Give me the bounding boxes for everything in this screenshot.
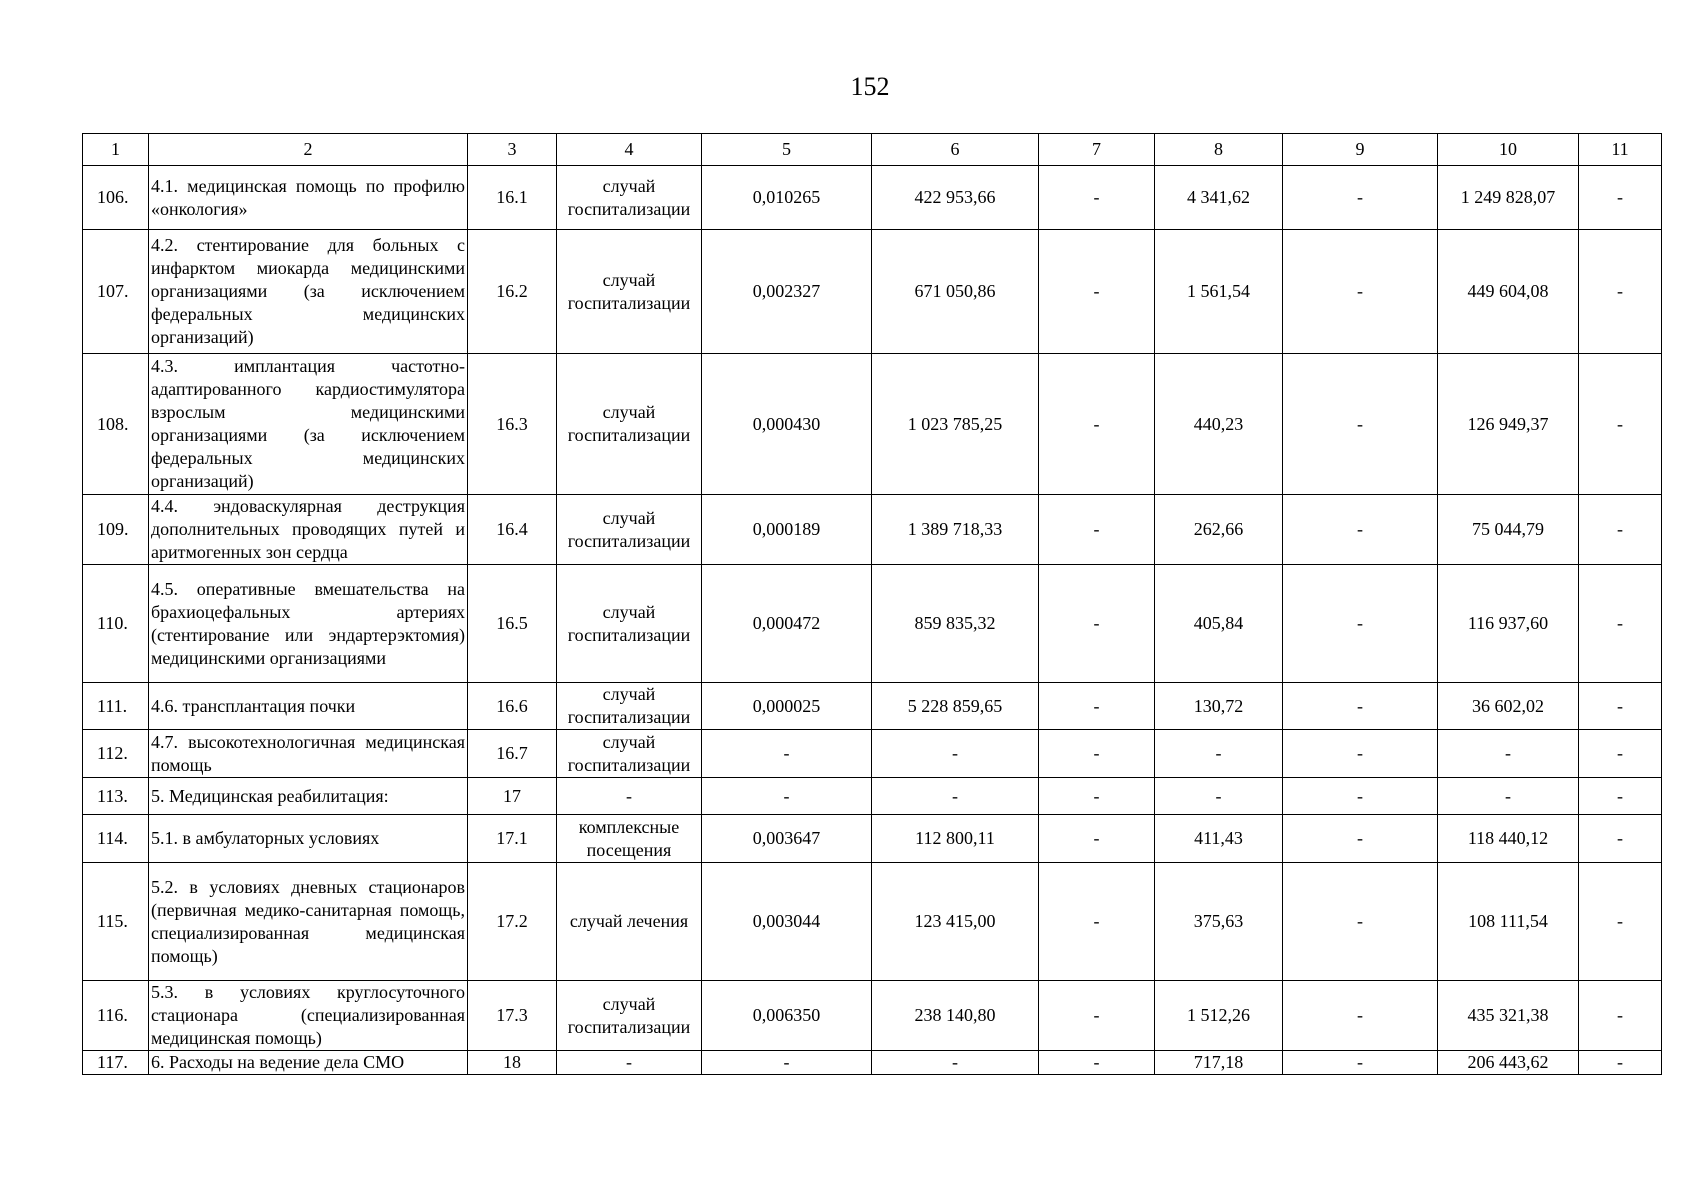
table-row [83, 230, 1662, 354]
row-number: 110. [83, 565, 149, 683]
row-name: 6. Расходы на ведение дела СМО [149, 1051, 468, 1075]
table-body [83, 134, 1662, 1075]
column-header: 4 [557, 134, 702, 166]
row-value-9: - [1283, 565, 1438, 683]
row-value-10: - [1438, 730, 1579, 778]
row-value-10: 206 443,62 [1438, 1051, 1579, 1075]
row-name: 5.2. в условиях дневных стационаров (первичная медико-санитарная помощь, специализированная медицинская помощь) [149, 863, 468, 981]
page-number: 152 [850, 72, 890, 101]
table-row [83, 495, 1662, 565]
column-header: 10 [1438, 134, 1579, 166]
row-value-6: - [872, 730, 1039, 778]
row-unit: - [557, 778, 702, 815]
column-header: 8 [1155, 134, 1283, 166]
row-value-7: - [1039, 166, 1155, 230]
row-number: 107. [83, 230, 149, 354]
row-unit: случай госпитализации [557, 230, 702, 354]
row-unit: случай госпитализации [557, 354, 702, 495]
row-value-5: 0,010265 [702, 166, 872, 230]
row-value-10: 108 111,54 [1438, 863, 1579, 981]
row-value-8: 4 341,62 [1155, 166, 1283, 230]
row-value-7: - [1039, 354, 1155, 495]
row-code: 16.1 [468, 166, 557, 230]
row-value-11: - [1579, 354, 1662, 495]
row-value-5: - [702, 730, 872, 778]
row-value-11: - [1579, 815, 1662, 863]
row-value-8: 405,84 [1155, 565, 1283, 683]
row-value-11: - [1579, 863, 1662, 981]
row-value-9: - [1283, 230, 1438, 354]
row-unit: случай госпитализации [557, 683, 702, 730]
row-value-10: 126 949,37 [1438, 354, 1579, 495]
column-header: 11 [1579, 134, 1662, 166]
row-code: 16.7 [468, 730, 557, 778]
row-value-6: 112 800,11 [872, 815, 1039, 863]
row-value-11: - [1579, 730, 1662, 778]
row-code: 17.3 [468, 981, 557, 1051]
row-value-9: - [1283, 778, 1438, 815]
column-header: 7 [1039, 134, 1155, 166]
row-value-7: - [1039, 981, 1155, 1051]
row-value-8: 411,43 [1155, 815, 1283, 863]
row-name: 5. Медицинская реабилитация: [149, 778, 468, 815]
row-value-6: - [872, 1051, 1039, 1075]
row-value-7: - [1039, 230, 1155, 354]
row-value-7: - [1039, 565, 1155, 683]
row-name: 4.7. высокотехнологичная медицинская помощь [149, 730, 468, 778]
row-name: 4.5. оперативные вмешательства на брахиоцефальных артериях (стентирование или эндартерэктомия) медицинскими организациями [149, 565, 468, 683]
row-value-6: 1 389 718,33 [872, 495, 1039, 565]
row-code: 16.2 [468, 230, 557, 354]
row-value-7: - [1039, 495, 1155, 565]
row-value-9: - [1283, 730, 1438, 778]
row-unit: случай лечения [557, 863, 702, 981]
row-value-10: - [1438, 778, 1579, 815]
row-value-5: 0,000189 [702, 495, 872, 565]
data-table [82, 133, 1662, 1075]
row-value-9: - [1283, 981, 1438, 1051]
row-value-8: - [1155, 730, 1283, 778]
row-value-10: 75 044,79 [1438, 495, 1579, 565]
column-header: 5 [702, 134, 872, 166]
row-code: 16.4 [468, 495, 557, 565]
row-unit: случай госпитализации [557, 166, 702, 230]
row-value-7: - [1039, 815, 1155, 863]
row-value-11: - [1579, 230, 1662, 354]
row-value-11: - [1579, 683, 1662, 730]
row-value-10: 1 249 828,07 [1438, 166, 1579, 230]
row-code: 16.3 [468, 354, 557, 495]
row-value-5: - [702, 1051, 872, 1075]
row-value-6: 422 953,66 [872, 166, 1039, 230]
row-name: 5.1. в амбулаторных условиях [149, 815, 468, 863]
row-value-9: - [1283, 815, 1438, 863]
row-unit: случай госпитализации [557, 981, 702, 1051]
row-value-8: 1 512,26 [1155, 981, 1283, 1051]
row-code: 16.5 [468, 565, 557, 683]
row-value-11: - [1579, 166, 1662, 230]
row-value-9: - [1283, 495, 1438, 565]
row-code: 18 [468, 1051, 557, 1075]
row-value-8: - [1155, 778, 1283, 815]
row-number: 112. [83, 730, 149, 778]
row-value-8: 717,18 [1155, 1051, 1283, 1075]
row-number: 115. [83, 863, 149, 981]
row-value-9: - [1283, 863, 1438, 981]
row-name: 4.4. эндоваскулярная деструкция дополнительных проводящих путей и аритмогенных зон сердца [149, 495, 468, 565]
row-value-5: 0,006350 [702, 981, 872, 1051]
row-unit: случай госпитализации [557, 565, 702, 683]
row-value-5: 0,003647 [702, 815, 872, 863]
row-name: 5.3. в условиях круглосуточного стационара (специализированная медицинская помощь) [149, 981, 468, 1051]
table-row [83, 166, 1662, 230]
table-row [83, 981, 1662, 1051]
row-value-8: 130,72 [1155, 683, 1283, 730]
row-name: 4.6. трансплантация почки [149, 683, 468, 730]
row-value-5: 0,000472 [702, 565, 872, 683]
table-row [83, 863, 1662, 981]
table-row [83, 1051, 1662, 1075]
row-value-8: 262,66 [1155, 495, 1283, 565]
row-value-9: - [1283, 683, 1438, 730]
row-number: 113. [83, 778, 149, 815]
row-code: 17.2 [468, 863, 557, 981]
row-value-10: 116 937,60 [1438, 565, 1579, 683]
row-value-10: 449 604,08 [1438, 230, 1579, 354]
row-value-7: - [1039, 778, 1155, 815]
row-value-7: - [1039, 683, 1155, 730]
table-row [83, 354, 1662, 495]
row-number: 111. [83, 683, 149, 730]
row-unit: комплексные посещения [557, 815, 702, 863]
column-header: 2 [149, 134, 468, 166]
row-value-5: 0,000025 [702, 683, 872, 730]
row-value-7: - [1039, 730, 1155, 778]
row-value-11: - [1579, 495, 1662, 565]
row-value-9: - [1283, 166, 1438, 230]
row-value-11: - [1579, 565, 1662, 683]
column-header: 6 [872, 134, 1039, 166]
row-value-7: - [1039, 863, 1155, 981]
table-row [83, 778, 1662, 815]
row-value-6: 123 415,00 [872, 863, 1039, 981]
row-unit: случай госпитализации [557, 730, 702, 778]
row-value-11: - [1579, 778, 1662, 815]
row-number: 116. [83, 981, 149, 1051]
row-number: 109. [83, 495, 149, 565]
row-value-5: 0,003044 [702, 863, 872, 981]
row-code: 16.6 [468, 683, 557, 730]
header-row [83, 134, 1662, 166]
row-value-11: - [1579, 1051, 1662, 1075]
row-value-8: 440,23 [1155, 354, 1283, 495]
column-header: 3 [468, 134, 557, 166]
row-value-10: 118 440,12 [1438, 815, 1579, 863]
table-row [83, 815, 1662, 863]
row-value-9: - [1283, 354, 1438, 495]
row-value-10: 36 602,02 [1438, 683, 1579, 730]
row-name: 4.3. имплантация частотно-адаптированного кардиостимулятора взрослым медицинскими организациями (за исключением федеральных медицинских организаций) [149, 354, 468, 495]
row-name: 4.1. медицинская помощь по профилю «онкология» [149, 166, 468, 230]
row-value-6: 238 140,80 [872, 981, 1039, 1051]
table-row [83, 683, 1662, 730]
row-value-11: - [1579, 981, 1662, 1051]
row-value-9: - [1283, 1051, 1438, 1075]
row-value-6: 671 050,86 [872, 230, 1039, 354]
row-code: 17 [468, 778, 557, 815]
row-name: 4.2. стентирование для больных с инфарктом миокарда медицинскими организациями (за исключением федеральных медицинских организаций) [149, 230, 468, 354]
column-header: 1 [83, 134, 149, 166]
row-value-6: 859 835,32 [872, 565, 1039, 683]
row-value-6: 1 023 785,25 [872, 354, 1039, 495]
row-value-5: 0,002327 [702, 230, 872, 354]
row-value-5: - [702, 778, 872, 815]
row-value-5: 0,000430 [702, 354, 872, 495]
table-row [83, 565, 1662, 683]
row-code: 17.1 [468, 815, 557, 863]
row-value-8: 1 561,54 [1155, 230, 1283, 354]
row-number: 108. [83, 354, 149, 495]
column-header: 9 [1283, 134, 1438, 166]
row-value-7: - [1039, 1051, 1155, 1075]
row-value-10: 435 321,38 [1438, 981, 1579, 1051]
row-number: 117. [83, 1051, 149, 1075]
row-number: 114. [83, 815, 149, 863]
row-unit: случай госпитализации [557, 495, 702, 565]
row-value-6: - [872, 778, 1039, 815]
row-value-8: 375,63 [1155, 863, 1283, 981]
table-row [83, 730, 1662, 778]
row-value-6: 5 228 859,65 [872, 683, 1039, 730]
row-number: 106. [83, 166, 149, 230]
row-unit: - [557, 1051, 702, 1075]
